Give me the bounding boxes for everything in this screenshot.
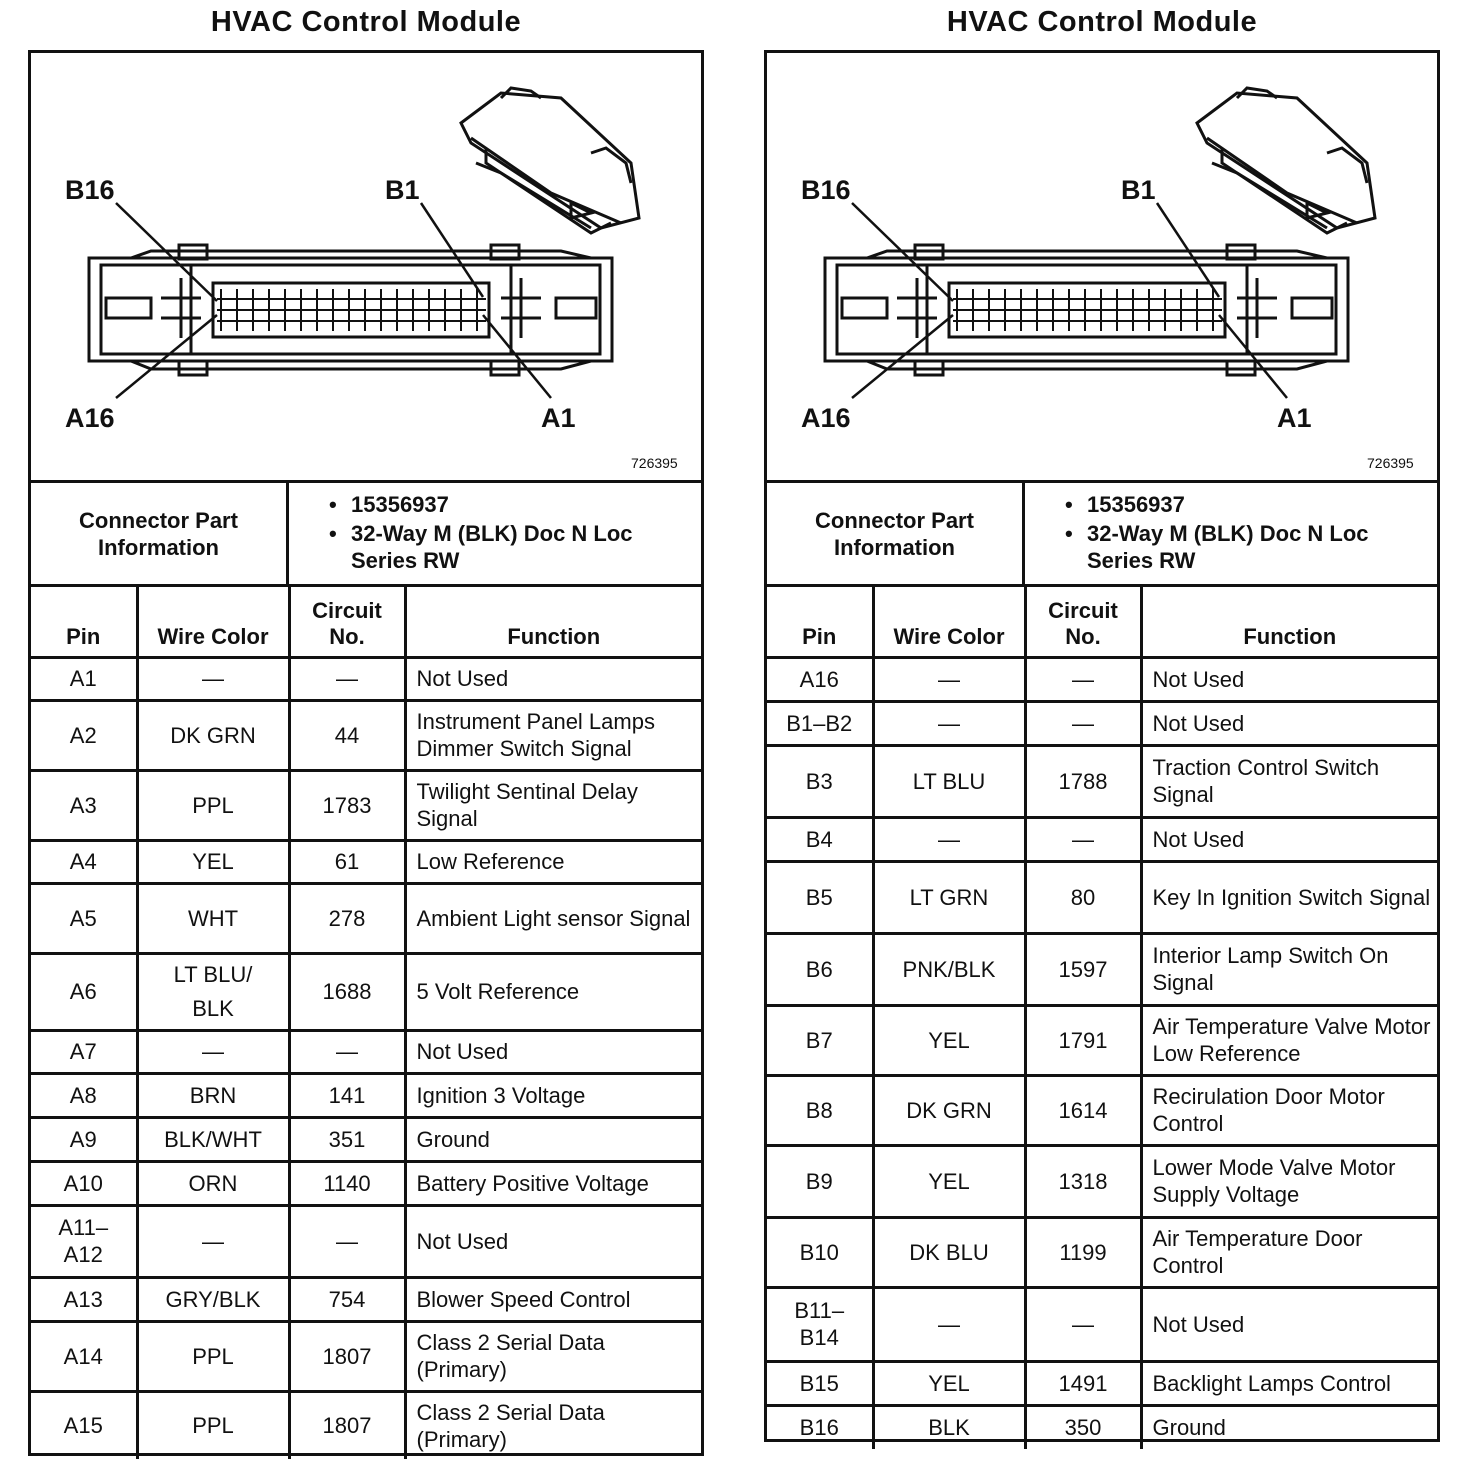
label-a1: A1 [1277, 403, 1312, 433]
pin-cell: A2 [31, 700, 137, 770]
wire-cell: ORN [137, 1161, 289, 1205]
function-cell: Interior Lamp Switch On Signal [1141, 933, 1437, 1005]
part-number: • 15356937 [329, 489, 681, 520]
header-pin: Pin [31, 587, 137, 657]
wire-cell: DK GRN [873, 1075, 1025, 1145]
table-row [31, 883, 701, 953]
circuit-cell: — [289, 657, 405, 700]
header-function: Function [1141, 587, 1437, 657]
wire-cell: LT GRN [873, 861, 1025, 933]
table-row [767, 1075, 1437, 1145]
wire-cell: YEL [873, 1361, 1025, 1405]
circuit-cell: 1807 [289, 1391, 405, 1459]
function-cell: Not Used [1141, 701, 1437, 745]
pin-cell: A4 [31, 840, 137, 883]
circuit-cell: 80 [1025, 861, 1141, 933]
wire-cell: — [137, 1030, 289, 1073]
wire-cell: DK GRN [137, 700, 289, 770]
table-row [31, 953, 701, 1030]
connector-description: • 32-Way M (BLK) Doc N Loc Series RW [1065, 520, 1417, 574]
function-cell: Not Used [1141, 657, 1437, 701]
connector-info-label: Connector Part Information [31, 483, 289, 584]
connector-info-details [289, 483, 681, 584]
circuit-cell: 44 [289, 700, 405, 770]
pin-cell: B8 [767, 1075, 873, 1145]
table-row [767, 1005, 1437, 1075]
label-b16: B16 [65, 175, 115, 205]
pin-cell: A15 [31, 1391, 137, 1459]
header-wire-color: Wire Color [873, 587, 1025, 657]
wire-cell: — [137, 657, 289, 700]
function-cell: Not Used [405, 1030, 701, 1073]
function-cell: Lower Mode Valve Motor Supply Voltage [1141, 1145, 1437, 1217]
function-cell: Backlight Lamps Control [1141, 1361, 1437, 1405]
connector-drawing [31, 53, 701, 480]
table-row [767, 1361, 1437, 1405]
circuit-cell: 1791 [1025, 1005, 1141, 1075]
right-frame [764, 50, 1440, 1442]
circuit-cell: 351 [289, 1117, 405, 1161]
table-row [767, 1287, 1437, 1361]
circuit-cell: 141 [289, 1073, 405, 1117]
function-cell: Not Used [1141, 1287, 1437, 1361]
pin-cell: B5 [767, 861, 873, 933]
circuit-cell: — [289, 1030, 405, 1073]
table-row [767, 657, 1437, 701]
pin-cell: A13 [31, 1277, 137, 1321]
table-row [767, 1405, 1437, 1449]
wire-cell: PNK/BLK [873, 933, 1025, 1005]
wire-cell: DK BLU [873, 1217, 1025, 1287]
table-row [31, 1117, 701, 1161]
function-cell: Key In Ignition Switch Signal [1141, 861, 1437, 933]
table-row [31, 770, 701, 840]
pin-cell: A3 [31, 770, 137, 840]
function-cell: Ignition 3 Voltage [405, 1073, 701, 1117]
header-pin: Pin [767, 587, 873, 657]
pinout-table-right [767, 587, 1437, 1449]
connector-description: • 32-Way M (BLK) Doc N Loc Series RW [329, 520, 681, 574]
label-b1: B1 [385, 175, 420, 205]
panel-title: HVAC Control Module [946, 6, 1258, 38]
pin-cell: A5 [31, 883, 137, 953]
function-cell: Class 2 Serial Data (Primary) [405, 1321, 701, 1391]
wire-cell: BLK [873, 1405, 1025, 1449]
label-a16: A16 [65, 403, 115, 433]
table-row [767, 817, 1437, 861]
table-row [31, 1391, 701, 1459]
pin-cell: B11– B14 [767, 1287, 873, 1361]
circuit-cell: 1688 [289, 953, 405, 1030]
connector-info-details [1025, 483, 1417, 584]
table-row [31, 1161, 701, 1205]
circuit-cell: — [1025, 1287, 1141, 1361]
wire-cell: YEL [873, 1145, 1025, 1217]
table-row [31, 657, 701, 700]
function-cell: Low Reference [405, 840, 701, 883]
table-row [767, 701, 1437, 745]
header-circuit: Circuit No. [289, 587, 405, 657]
function-cell: Air Temperature Door Control [1141, 1217, 1437, 1287]
header-wire-color: Wire Color [137, 587, 289, 657]
figure-number: 726395 [631, 455, 678, 471]
pin-cell: B16 [767, 1405, 873, 1449]
left-frame [28, 50, 704, 1456]
table-row [767, 861, 1437, 933]
pin-cell: B1–B2 [767, 701, 873, 745]
table-row [31, 1030, 701, 1073]
pin-cell: A11– A12 [31, 1205, 137, 1277]
pin-cell: B7 [767, 1005, 873, 1075]
wire-cell: PPL [137, 770, 289, 840]
pin-cell: A16 [767, 657, 873, 701]
wire-cell: YEL [873, 1005, 1025, 1075]
function-cell: Not Used [405, 1205, 701, 1277]
table-row [767, 1217, 1437, 1287]
table-row [31, 1205, 701, 1277]
pin-cell: A8 [31, 1073, 137, 1117]
wire-cell: — [873, 1287, 1025, 1361]
pin-cell: B9 [767, 1145, 873, 1217]
header-circuit: Circuit No. [1025, 587, 1141, 657]
function-cell: Not Used [1141, 817, 1437, 861]
circuit-cell: 1788 [1025, 745, 1141, 817]
table-row [767, 933, 1437, 1005]
circuit-cell: 61 [289, 840, 405, 883]
wire-cell: — [137, 1205, 289, 1277]
table-row [767, 745, 1437, 817]
figure-number: 726395 [1367, 455, 1414, 471]
label-b1: B1 [1121, 175, 1156, 205]
pin-cell: A14 [31, 1321, 137, 1391]
function-cell: Traction Control Switch Signal [1141, 745, 1437, 817]
label-a16: A16 [801, 403, 851, 433]
circuit-cell: — [289, 1205, 405, 1277]
wire-cell: PPL [137, 1321, 289, 1391]
connector-info [767, 483, 1437, 587]
wire-cell: — [873, 657, 1025, 701]
wire-cell: WHT [137, 883, 289, 953]
wire-cell: BRN [137, 1073, 289, 1117]
circuit-cell: 1597 [1025, 933, 1141, 1005]
connector-info [31, 483, 701, 587]
pin-cell: A10 [31, 1161, 137, 1205]
connector-info-label: Connector Part Information [767, 483, 1025, 584]
table-row [31, 700, 701, 770]
function-cell: 5 Volt Reference [405, 953, 701, 1030]
function-cell: Ground [405, 1117, 701, 1161]
pin-cell: B15 [767, 1361, 873, 1405]
wire-cell: LT BLU [873, 745, 1025, 817]
circuit-cell: 1491 [1025, 1361, 1141, 1405]
header-function: Function [405, 587, 701, 657]
circuit-cell: 1614 [1025, 1075, 1141, 1145]
panel-title: HVAC Control Module [210, 6, 522, 38]
circuit-cell: 1140 [289, 1161, 405, 1205]
pin-cell: B6 [767, 933, 873, 1005]
pin-cell: B3 [767, 745, 873, 817]
connector-figure [767, 53, 1437, 483]
function-cell: Twilight Sentinal Delay Signal [405, 770, 701, 840]
table-row [31, 840, 701, 883]
table-row [31, 1321, 701, 1391]
circuit-cell: 754 [289, 1277, 405, 1321]
function-cell: Instrument Panel Lamps Dimmer Switch Signal [405, 700, 701, 770]
part-number: • 15356937 [1065, 489, 1417, 520]
pin-cell: A1 [31, 657, 137, 700]
wire-cell: PPL [137, 1391, 289, 1459]
circuit-cell: 1783 [289, 770, 405, 840]
circuit-cell: 278 [289, 883, 405, 953]
circuit-cell: — [1025, 701, 1141, 745]
pinout-table-left [31, 587, 701, 1459]
function-cell: Battery Positive Voltage [405, 1161, 701, 1205]
pin-cell: A6 [31, 953, 137, 1030]
function-cell: Ambient Light sensor Signal [405, 883, 701, 953]
circuit-cell: — [1025, 657, 1141, 701]
circuit-cell: 1807 [289, 1321, 405, 1391]
pin-cell: B10 [767, 1217, 873, 1287]
table-row [31, 1073, 701, 1117]
table-row [767, 1145, 1437, 1217]
circuit-cell: 1199 [1025, 1217, 1141, 1287]
pin-cell: B4 [767, 817, 873, 861]
function-cell: Not Used [405, 657, 701, 700]
circuit-cell: 350 [1025, 1405, 1141, 1449]
function-cell: Ground [1141, 1405, 1437, 1449]
connector-figure [31, 53, 701, 483]
wire-cell: BLK/WHT [137, 1117, 289, 1161]
pin-cell: A9 [31, 1117, 137, 1161]
label-b16: B16 [801, 175, 851, 205]
wire-cell: — [873, 817, 1025, 861]
pin-cell: A7 [31, 1030, 137, 1073]
wire-cell: GRY/BLK [137, 1277, 289, 1321]
table-row [31, 1277, 701, 1321]
wire-cell: LT BLU/ BLK [137, 953, 289, 1030]
function-cell: Air Temperature Valve Motor Low Reference [1141, 1005, 1437, 1075]
circuit-cell: — [1025, 817, 1141, 861]
function-cell: Blower Speed Control [405, 1277, 701, 1321]
label-a1: A1 [541, 403, 576, 433]
function-cell: Class 2 Serial Data (Primary) [405, 1391, 701, 1459]
function-cell: Recirulation Door Motor Control [1141, 1075, 1437, 1145]
wire-cell: YEL [137, 840, 289, 883]
connector-drawing [767, 53, 1437, 480]
wire-cell: — [873, 701, 1025, 745]
circuit-cell: 1318 [1025, 1145, 1141, 1217]
